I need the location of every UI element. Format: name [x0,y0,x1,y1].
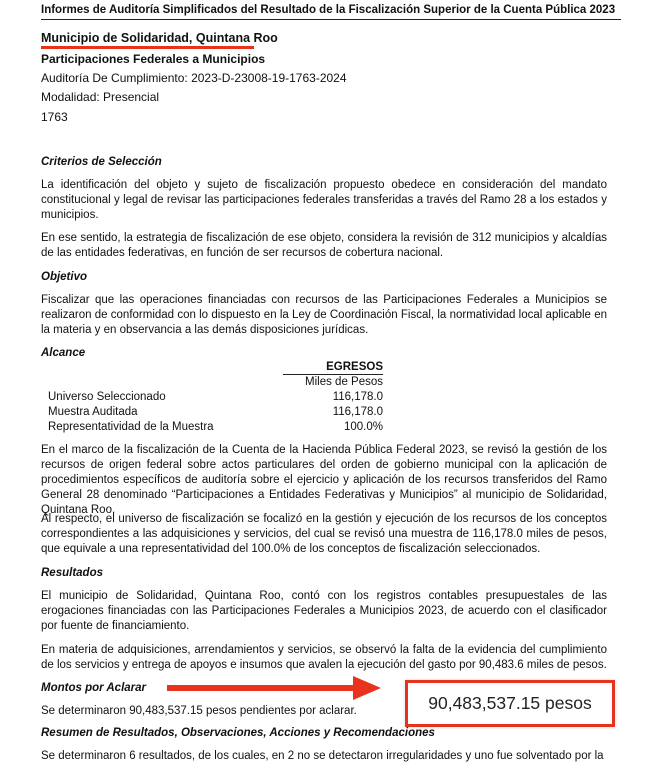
table-subheader-row [48,375,383,390]
resumen-heading: Resumen de Resultados, Observaciones, Acciones y Recomendaciones [41,727,435,739]
alcance-paragraph-1: En el marco de la fiscalización de la Cuenta de la Hacienda Pública Federal 2023, se revisó la gestión de los recursos de origen federal sobre actos particulares del orden de gobierno municipal con la aplicación de procedimientos específicos de auditoría sobre el ejercicio y aplicación de los recursos transferidos del Ramo General 28 denominado “Participaciones a Entidades Federativas y Municipios” al municipio de Solidaridad, Quintana Roo. [41,444,607,516]
row-label: Muestra Auditada [48,406,138,418]
audit-modality: Modalidad: Presencial [41,90,160,104]
montos-heading: Montos por Aclarar [41,682,147,694]
column-header: EGRESOS [283,360,383,375]
program-name: Participaciones Federales a Municipios [41,52,266,66]
objetivo-heading: Objetivo [41,271,88,283]
callout-amount: 90,483,537.15 pesos [428,693,592,713]
alcance-paragraph-2: Al respecto, el universo de fiscalización se focalizó en la gestión y ejecución de los recursos de los conceptos correspondientes a las adquisiciones y servicios, del cual se revisó una muestra de 116,178.0 miles de pesos, que equivale a una representatividad del 100.0% de los conceptos de fiscalización seleccionados. [41,513,607,555]
montos-text: Se determinaron 90,483,537.15 pesos pendientes por aclarar. [41,705,357,717]
criterios-paragraph-2: En ese sentido, la estrategia de fiscalización de ese objeto, considera la revisión de 312 municipios y alcaldías de las entidades federativas, en función de ser recursos de cobertura nacional. [41,232,607,259]
table-row [48,390,383,405]
column-subheader: Miles de Pesos [305,376,383,388]
municipality-name: Municipio de Solidaridad, Quintana Roo [41,31,278,45]
resultados-heading: Resultados [41,567,103,579]
row-value: 116,178.0 [332,406,383,418]
row-value: 116,178.0 [332,391,383,403]
criterios-heading: Criterios de Selección [41,156,162,168]
highlight-underline [41,46,254,49]
red-arrow-icon [167,676,381,700]
table-row [48,420,383,435]
alcance-heading: Alcance [41,347,86,359]
alcance-table [48,360,383,435]
row-label: Representatividad de la Muestra [48,421,214,433]
resultados-paragraph-2: En materia de adquisiciones, arrendamientos y servicios, se observó la falta de la evidencia del cumplimiento de los servicios y entrega de apoyos e insumos que avalen la ejecución del gasto por 90,483.6 miles de pesos. [41,644,607,671]
audit-id: Auditoría De Cumplimiento: 2023-D-23008-19-1763-2024 [41,71,347,85]
row-value: 100.0% [343,421,383,433]
table-row [48,405,383,420]
report-header: Informes de Auditoría Simplificados del Resultado de la Fiscalización Superior de la Cuenta Pública 2023 [41,4,621,20]
table-header-row [48,360,383,375]
resumen-text: Se determinaron 6 resultados, de los cuales, en 2 no se detectaron irregularidades y uno fue solventado por la [41,750,604,762]
criterios-paragraph-1: La identificación del objeto y sujeto de fiscalización propuesto obedece en consideración del mandato constitucional y legal de revisar las participaciones federales transferidas a través del Ramo 28 a los estados y municipios. [41,179,607,221]
objetivo-paragraph: Fiscalizar que las operaciones financiadas con recursos de las Participaciones Federales a Municipios se realizaron de conformidad con lo dispuesto en la Ley de Coordinación Fiscal, la normatividad local aplicable en la materia y en observancia a las demás disposiciones jurídicas. [41,294,607,336]
row-label: Universo Seleccionado [48,391,166,403]
resultados-paragraph-1: El municipio de Solidaridad, Quintana Roo, contó con los registros contables presupuestales de las erogaciones financiadas con las Participaciones Federales a Municipios 2023, de acuerdo con el clasificador por fuente de financiamiento. [41,590,607,632]
amount-callout [405,680,615,727]
audit-number: 1763 [41,110,68,124]
